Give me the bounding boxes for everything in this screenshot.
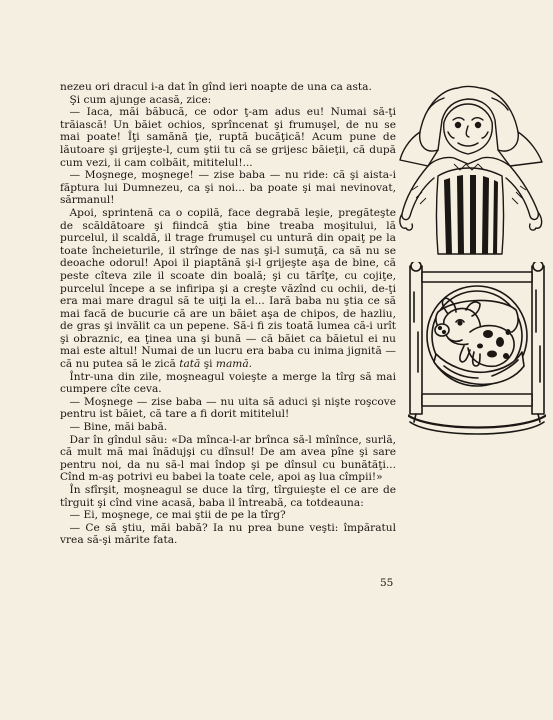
italic-word: mamă bbox=[215, 358, 249, 371]
joiner-text: şi bbox=[200, 358, 216, 371]
paragraph: În sfîrşit, moşneagul se duce la tîrg, tîrguieşte el ce are de tîrguit şi cînd vine acasă, baba il întreabă, ca totdeauna: bbox=[60, 484, 396, 509]
paragraph: Şi cum ajunge acasă, zice: bbox=[69, 93, 212, 106]
paragraph: — Moşnege — zise baba — nu uita să aduci şi nişte roşcove pentru ist băiet, că tare a fi dorit mititelul! bbox=[60, 395, 396, 421]
paragraph: — Bine, măi babă. bbox=[69, 421, 168, 434]
paragraph: — Iaca, măi băbucă, ce odor ţ-am adus eu! Numai să-ţi trăiască! Un băiet ochios, sprîncenat şi frumuşel, de nu se mai poate! Îţi samănă ţie, ruptă bucăţică! Acum pune de lăutoare şi grijeşte-l, cum ştii tu că se grijesc băieţii, că după cum vezi, ii cam colbăit, mititelul!... bbox=[60, 106, 396, 169]
old-woman-illustration bbox=[398, 80, 544, 256]
paragraph: Într-una din zile, moşneagul voieşte a merge la tîrg să mai cumpere cîte ceva. bbox=[60, 370, 396, 396]
paragraph: Dar în gîndul său: «Da mînca-l-ar brînca să-l mînînce, surlă, că mult mă mai înădujşi cu dînsul! De am avea pîne şi sare pentru noi, da nu să-l mai îndop şi pe dînsul cu bunătăţi... Cînd m-aş potrivi eu babei la toate cele, apoi aş lua cîmpii!» bbox=[60, 433, 396, 484]
paragraph bbox=[60, 207, 396, 371]
end-punctuation: . bbox=[248, 358, 253, 371]
story-text bbox=[60, 81, 396, 547]
paragraph-text: Apoi, sprintenă ca o copilă, face degrabă leşie, pregăteşte de scăldătoare şi fiindcă ştia bine treaba moşitului, lă purcelul, il scaldă, il trage frumuşel cu untură din opaiţ pe la toate încheieturile, il strînge de nas şi-l sumuţă, ca să nu se deoache odorul! Apoi il piaptănă şi-l grijeşte aşa de bine, că peste cîteva zile il scoate din boală; şi cu tărîţe, cu cojiţe, purcelul începe a se infiripa şi a creşte văzînd cu ochii, de-ţi era mai mare dragul să te uiţi la el... Iară baba nu ştia ce să mai facă de bucurie că are un băiet aşa de chipos, de hazliu, de gras şi invălit ca un pepene. Să-i fi zis toată lumea că-i urît şi obraznic, ea ţinea una şi bună — că băiet ca băietul ei nu mai este altul! Numai de un lucru era baba cu inima jignită — că nu putea să le zică bbox=[60, 206, 396, 371]
paragraph: — Ei, moşnege, ce mai ştii de pe la tîrg? bbox=[69, 509, 286, 522]
paragraph: — Ce să ştiu, măi babă? Ia nu prea bune veşti: împăratul vrea să-şi mărite fata. bbox=[60, 521, 396, 547]
page-number: 55 bbox=[380, 577, 394, 589]
paragraph: nezeu ori dracul i-a dat în gînd ieri noapte de una ca asta. bbox=[60, 81, 372, 93]
italic-word: tată bbox=[179, 358, 201, 371]
piglet-cradle-illustration bbox=[408, 262, 546, 438]
paragraph: — Moşnege, moşnege! — zise baba — nu ride: că şi aista-i făptura lui Dumnezeu, ca şi noi... ba poate şi mai nevinovat, sărmanul! bbox=[60, 169, 396, 207]
